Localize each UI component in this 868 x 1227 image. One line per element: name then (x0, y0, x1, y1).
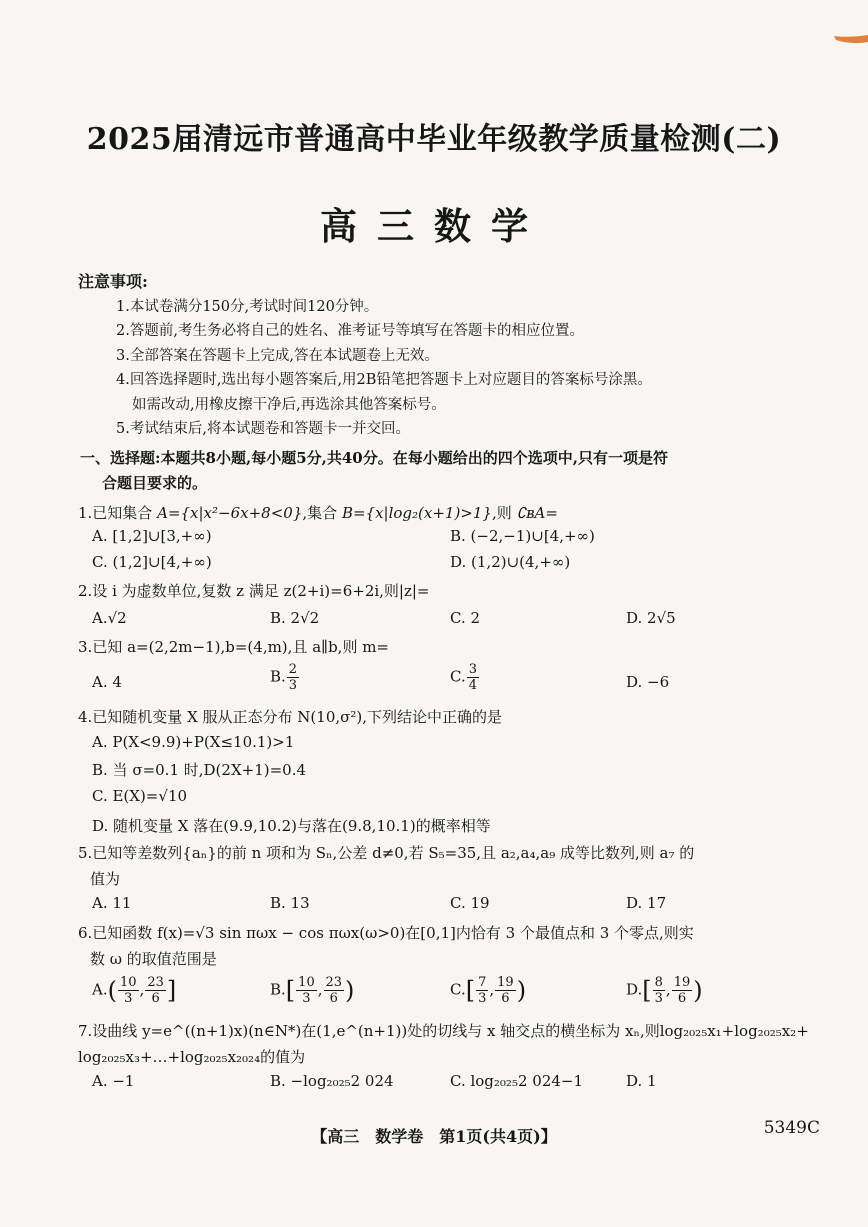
q3-option-d[interactable]: D. −6 (626, 673, 670, 691)
notice-item: 2.答题前,考生务必将自己的姓名、准考证号等填写在答题卡的相应位置。 (116, 323, 584, 339)
stem-line: 5.已知等差数列{aₙ}的前 n 项和为 Sₙ,公差 d≠0,若 S₅=35,且 a₂,a₄,a₉ 成等比数列,则 a₇ 的 (78, 844, 695, 862)
complement: ∁ʙA= (516, 504, 558, 522)
fraction: $\frac{23}{6}$ (325, 975, 343, 1006)
q5-option-a[interactable]: A. 11 (92, 894, 132, 912)
q1-stem-text: ,则 (491, 504, 512, 522)
question-2-stem: 2.设 i 为虚数单位,复数 z 满足 z(2+i)=6+2i,则|z|= (78, 582, 430, 600)
q3-option-c[interactable] (450, 662, 480, 693)
q4-option-a[interactable]: A. P(X<9.9)+P(X≤10.1)>1 (92, 733, 295, 751)
notice-block (78, 270, 808, 442)
stem-line: 7.设曲线 y=e^((n+1)x)(n∈N*)在(1,e^(n+1))处的切线与 x 轴交点的横坐标为 xₙ,则log₂₀₂₅x₁+log₂₀₂₅x₂+ (78, 1022, 809, 1040)
option-value: √10 (158, 787, 188, 805)
option-label: A. (92, 609, 108, 627)
q7-option-a[interactable]: A. −1 (92, 1072, 135, 1090)
bracket: ) (345, 976, 355, 1005)
q1-option-a[interactable]: A. [1,2]∪[3,+∞) (92, 527, 212, 545)
q6-option-b[interactable]: B.[ $\frac{10}{3}$ , $\frac{23}{6}$ ) (270, 975, 355, 1006)
bracket: [ (285, 976, 296, 1005)
bracket: ) (516, 976, 527, 1005)
fraction: $\frac{2}{3}$ (288, 662, 298, 693)
notice-item: 5.考试结束后,将本试题卷和答题卡一并交回。 (116, 421, 410, 437)
fraction: $\frac{23}{6}$ (147, 975, 164, 1006)
fraction: $\frac{7}{3}$ (478, 975, 487, 1006)
fraction: $\frac{3}{4}$ (468, 662, 477, 693)
fraction: $\frac{10}{3}$ (298, 975, 315, 1006)
q2-option-a[interactable] (92, 609, 127, 627)
q1-stem-text: ,集合 (302, 504, 338, 522)
stem-line: 值为 (90, 870, 121, 888)
option-label: B. 2 (270, 609, 301, 627)
option-label: B. (270, 980, 286, 999)
question-1-stem (78, 500, 818, 526)
question-5-stem (78, 840, 818, 892)
fraction: $\frac{19}{6}$ (673, 975, 691, 1006)
option-label: D. 2 (626, 609, 657, 627)
bracket: [ (465, 976, 476, 1005)
page-footer: 【高三 数学卷 第1页(共4页)】 (311, 1127, 557, 1146)
exam-title: 2025届清远市普通高中毕业年级教学质量检测(二) (86, 122, 782, 157)
option-label: B. (270, 667, 286, 686)
q4-option-c[interactable] (92, 787, 812, 805)
fraction: $\frac{19}{6}$ (497, 975, 514, 1006)
set-a: A={x|x²−6x+8<0} (157, 504, 303, 522)
set-b: B={x|log₂(x+1)>1} (341, 504, 492, 522)
option-label: D. (626, 980, 643, 999)
notice-item: 3.全部答案在答题卡上完成,答在本试题卷上无效。 (116, 347, 439, 364)
section-heading-line: 一、选择题:本题共8小题,每小题5分,共40分。在每小题给出的四个选项中,只有一项是符 (80, 449, 668, 467)
q1-option-b[interactable]: B. (−2,−1)∪[4,+∞) (450, 527, 595, 545)
q4-option-d[interactable]: D. 随机变量 X 落在(9.9,10.2)与落在(9.8,10.1)的概率相等 (92, 817, 491, 835)
option-label: C. (450, 980, 466, 999)
bracket: ] (166, 976, 177, 1005)
option-value: √2 (300, 609, 320, 627)
q5-option-c[interactable]: C. 19 (450, 894, 490, 912)
option-label: C. E(X)= (92, 787, 159, 805)
bracket: [ (642, 976, 652, 1005)
option-label: C. (450, 667, 466, 686)
fraction: $\frac{8}{3}$ (654, 975, 663, 1006)
q6-option-a[interactable]: A.( $\frac{10}{3}$ , $\frac{23}{6}$ ] (92, 975, 177, 1006)
q5-option-b[interactable]: B. 13 (270, 894, 310, 912)
section-heading (80, 446, 810, 496)
stem-line: log₂₀₂₅x₃+…+log₂₀₂₅x₂₀₂₄的值为 (78, 1048, 306, 1066)
q1-stem-text: 1.已知集合 (78, 504, 153, 522)
section-heading-line: 合题目要求的。 (102, 474, 208, 492)
q3-option-a[interactable]: A. 4 (92, 673, 122, 691)
q5-option-d[interactable]: D. 17 (626, 894, 667, 912)
q2-option-b[interactable] (270, 609, 319, 627)
q7-option-b[interactable]: B. −log₂₀₂₅2 024 (270, 1072, 394, 1090)
q3-option-b[interactable] (270, 662, 300, 693)
bracket: ) (693, 976, 703, 1005)
option-value: √5 (656, 609, 676, 627)
q4-option-b[interactable]: B. 当 σ=0.1 时,D(2X+1)=0.4 (92, 761, 307, 779)
option-value: √2 (107, 609, 127, 627)
question-6-stem (78, 920, 818, 972)
notice-item: 1.本试卷满分150分,考试时间120分钟。 (116, 298, 379, 315)
fraction: $\frac{10}{3}$ (119, 975, 137, 1006)
subject-title: 高三数学 (320, 204, 548, 248)
notice-item: 4.回答选择题时,选出每小题答案后,用2B铅笔把答题卡上对应题目的答案标号涂黑。 (116, 372, 652, 388)
stem-line: 6.已知函数 f(x)=√3 sin πωx − cos πωx(ω>0)在[0,1]内恰有 3 个最值点和 3 个零点,则实 (78, 924, 694, 942)
q2-option-c[interactable]: C. 2 (450, 609, 481, 627)
paper-code: 5349C (763, 1118, 820, 1138)
notice-title: 注意事项: (78, 272, 148, 291)
question-3-stem: 3.已知 a=(2,2m−1),b=(4,m),且 a∥b,则 m= (78, 638, 390, 656)
q2-option-d[interactable] (626, 609, 676, 627)
q6-option-c[interactable]: C.[ $\frac{7}{3}$ , $\frac{19}{6}$ ) (450, 975, 527, 1006)
q7-option-c[interactable]: C. log₂₀₂₅2 024−1 (450, 1072, 584, 1090)
q7-option-d[interactable]: D. 1 (626, 1072, 657, 1090)
stem-line: 数 ω 的取值范围是 (90, 950, 217, 968)
bracket: ( (107, 976, 117, 1005)
notice-item-continued: 如需改动,用橡皮擦干净后,再选涂其他答案标号。 (132, 396, 446, 413)
option-label: A. (92, 980, 108, 999)
q6-option-d[interactable]: D.[ $\frac{8}{3}$ , $\frac{19}{6}$ ) (626, 975, 703, 1006)
q1-option-c[interactable]: C. (1,2]∪[4,+∞) (92, 553, 212, 571)
question-7-stem (78, 1018, 818, 1070)
corner-scan-mark (834, 34, 868, 46)
q1-option-d[interactable]: D. (1,2)∪(4,+∞) (450, 553, 571, 571)
question-4-stem: 4.已知随机变量 X 服从正态分布 N(10,σ²),下列结论中正确的是 (78, 708, 503, 726)
